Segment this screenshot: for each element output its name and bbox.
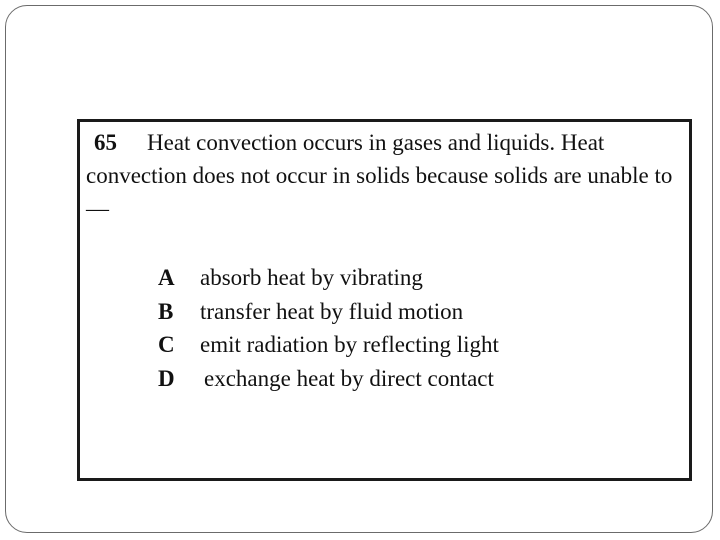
answer-choices — [158, 261, 499, 395]
question-box — [77, 119, 692, 481]
question-number: 65 — [94, 130, 117, 155]
choice-text: absorb heat by vibrating — [200, 265, 423, 290]
choice-d[interactable] — [158, 362, 499, 396]
choice-letter: C — [158, 332, 175, 357]
slide-frame — [5, 5, 713, 533]
choice-b[interactable] — [158, 295, 499, 329]
choice-a[interactable] — [158, 261, 499, 295]
choice-letter: B — [158, 298, 174, 324]
choice-c[interactable] — [158, 328, 499, 362]
choice-letter: D — [158, 365, 175, 391]
question-text: Heat convection occurs in gases and liquids. Heat convection does not occur in solids because solids are unable to — — [86, 130, 673, 221]
choice-text: transfer heat by fluid motion — [200, 298, 464, 324]
choice-letter: A — [158, 265, 175, 290]
choice-text: exchange heat by direct contact — [204, 365, 494, 391]
question-stem — [86, 126, 676, 225]
choice-text: emit radiation by reflecting light — [200, 332, 499, 357]
